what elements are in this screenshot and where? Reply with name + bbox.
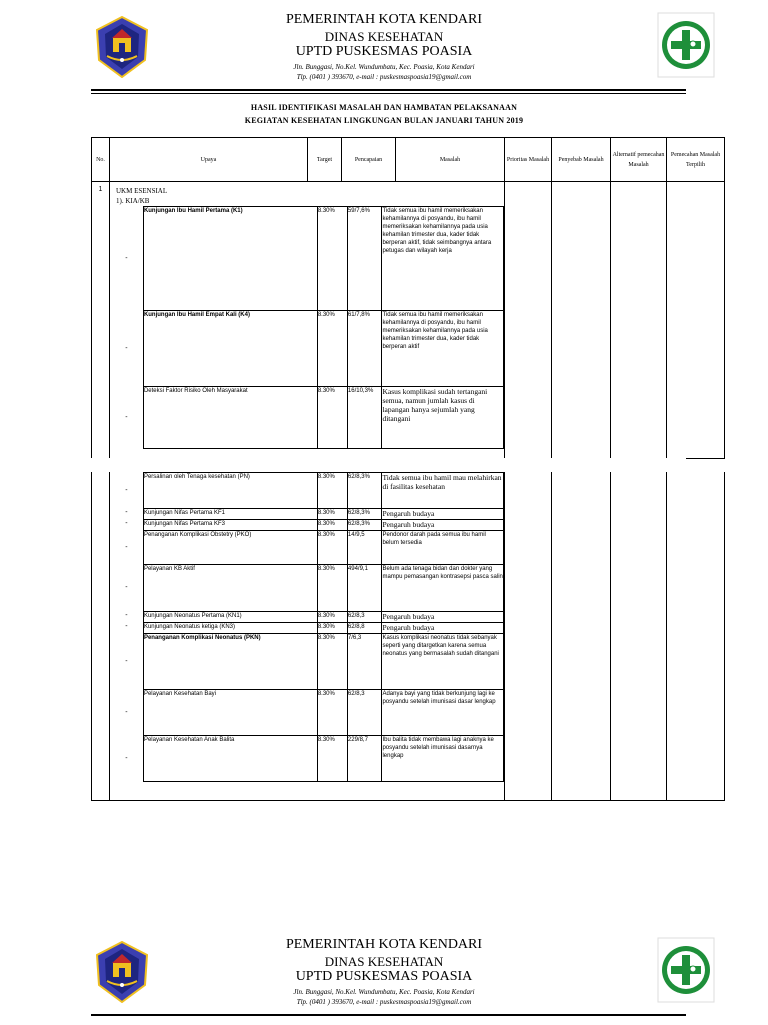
row-bullet: - xyxy=(125,519,128,527)
col-header-pencapaian: Pencapaian xyxy=(342,138,396,182)
col-header-prioritas: Prioritas Masalah xyxy=(505,138,552,182)
letterhead-top xyxy=(0,0,768,100)
page-break-gap xyxy=(91,458,686,472)
address-line: Jln. Bunggasi, No.Kel. Wundumbatu, Kec. Poasia, Kota Kendari xyxy=(293,63,475,71)
section-subname: 1). KIA/KB xyxy=(116,197,150,205)
upaya-row xyxy=(110,473,504,509)
upaya-cell: Kunjungan Ibu Hamil Pertama (K1) xyxy=(143,207,317,311)
upaya-row xyxy=(110,736,504,782)
target-cell: 8.30% xyxy=(317,690,347,736)
masalah-cell: Pendonor darah pada semua ibu hamil belum tersedia xyxy=(382,531,504,565)
inner-table-part1 xyxy=(110,206,504,449)
masalah-cell: Belum ada tenaga bidan dan dokter yang mampu pemasangan kontrasepsi pasca salin xyxy=(382,565,504,612)
col-header-penyebab: Penyebab Masalah xyxy=(552,138,611,182)
masalah-cell: Kasus komplikasi sudah tertangani semua, namun jumlah kasus di lapangan hanya sejumlah yang ditangani xyxy=(382,387,504,449)
letterhead-bottom xyxy=(0,925,768,1025)
pencapaian-cell: 62/8,8 xyxy=(347,623,382,634)
upaya-row xyxy=(110,311,504,387)
row-bullet: - xyxy=(125,344,128,352)
col-header-no: No. xyxy=(92,138,110,182)
upaya-row xyxy=(110,623,504,634)
department-name: DINAS KESEHATAN xyxy=(324,954,444,969)
target-cell: 8.30% xyxy=(317,612,347,623)
masalah-cell: Pengaruh budaya xyxy=(382,623,504,634)
row-bullet: - xyxy=(125,754,128,762)
target-cell: 8.30% xyxy=(317,736,347,782)
pencapaian-cell: 62/8,3 xyxy=(347,690,382,736)
row-bullet: - xyxy=(125,486,128,494)
upaya-cell: Deteksi Faktor Risiko Oleh Masyarakat xyxy=(143,387,317,449)
government-name: PEMERINTAH KOTA KENDARI xyxy=(285,12,483,27)
upaya-row xyxy=(110,531,504,565)
letterhead-rule-thick xyxy=(91,1014,686,1016)
unit-name: UPTD PUSKESMAS POASIA xyxy=(295,44,473,59)
upaya-row xyxy=(110,520,504,531)
target-cell: 8.30% xyxy=(317,387,347,449)
masalah-cell: Pengaruh budaya xyxy=(382,612,504,623)
upaya-cell: Kunjungan Neonatus ketiga (KN3) xyxy=(143,623,317,634)
target-cell: 8.30% xyxy=(317,531,347,565)
row-bullet: - xyxy=(125,708,128,716)
government-name: PEMERINTAH KOTA KENDARI xyxy=(285,937,483,952)
upaya-row xyxy=(110,565,504,612)
masalah-cell: Tidak semua ibu hamil mau melahirkan di fasilitas kesehatan xyxy=(382,473,504,509)
masalah-cell: Tidak semua ibu hamil memeriksakan kehamilannya di posyandu, ibu hamil memeriksakan kehamilannya pada usia kehamilan trimester dua, kader tidak berperan aktif, tidak seimbangnya antara petugas dan wilayah kerja xyxy=(382,207,504,311)
letterhead-rule-thick xyxy=(91,89,686,91)
pencapaian-cell: 7/6,3 xyxy=(347,634,382,690)
target-cell: 8.30% xyxy=(317,207,347,311)
target-cell: 8.30% xyxy=(317,565,347,612)
upaya-cell: Pelayanan KB Aktif xyxy=(143,565,317,612)
problem-table-part2 xyxy=(91,472,725,801)
upaya-row xyxy=(110,690,504,736)
pencapaian-cell: 229/8,7 xyxy=(347,736,382,782)
pencapaian-cell: 16/10,3% xyxy=(347,387,382,449)
pencapaian-cell: 62/8,3% xyxy=(347,520,382,531)
pencapaian-cell: 59/7,6% xyxy=(347,207,382,311)
alternatif-cell-cont xyxy=(611,472,667,800)
inner-table-part2 xyxy=(110,472,504,782)
upaya-cell: Kunjungan Neonatus Pertama (KN1) xyxy=(143,612,317,623)
upaya-cell: Penanganan Komplikasi Neonatus (PKN) xyxy=(143,634,317,690)
document-title-line1: HASIL IDENTIFIKASI MASALAH DAN HAMBATAN PELAKSANAAN xyxy=(250,103,518,112)
target-cell: 8.30% xyxy=(317,520,347,531)
contact-line: Tlp. (0401 ) 393670, e-mail : puskesmaspoasia19@gmail.com xyxy=(296,73,472,81)
row-bullet: - xyxy=(125,584,128,591)
penyebab-cell xyxy=(552,182,611,459)
upaya-cell: Kunjungan Ibu Hamil Empat Kali (K4) xyxy=(143,311,317,387)
table-body-row xyxy=(92,182,725,459)
row-bullet: - xyxy=(125,413,128,421)
target-cell: 8.30% xyxy=(317,509,347,520)
row-bullet: - xyxy=(125,622,128,630)
row-bullet: - xyxy=(125,543,128,551)
masalah-cell: Kasus komplikasi neonatus tidak sebanyak seperti yang ditargetkan karena semua neonatus yang bermasalah sudah ditangani xyxy=(382,634,504,690)
target-cell: 8.30% xyxy=(317,473,347,509)
upaya-cell: Pelayanan Kesehatan Anak Balita xyxy=(143,736,317,782)
penyebab-cell-cont xyxy=(552,472,611,800)
pencapaian-cell: 62/8,3 xyxy=(347,612,382,623)
pencapaian-cell: 494/9,1 xyxy=(347,565,382,612)
section-cell-cont xyxy=(110,472,505,800)
upaya-row xyxy=(110,634,504,690)
letterhead-rule-thin xyxy=(91,93,686,94)
target-cell: 8.30% xyxy=(317,634,347,690)
masalah-cell: Ibu balita tidak membawa lagi anaknya ke posyandu setelah imunisasi dasarnya lengkap xyxy=(382,736,504,782)
puskesmas-emblem-icon xyxy=(657,12,715,78)
upaya-cell: Pelayanan Kesehatan Bayi xyxy=(143,690,317,736)
col-header-pemecahan: Pemecahan Masalah Terpilih xyxy=(667,138,725,182)
col-header-masalah: Masalah xyxy=(396,138,505,182)
row-bullet: - xyxy=(125,254,128,262)
masalah-cell: Pengaruh budaya xyxy=(382,509,504,520)
upaya-cell: Kunjungan Nifas Pertama KF3 xyxy=(143,520,317,531)
upaya-cell: Persalinan oleh Tenaga kesehatan (PN) xyxy=(143,473,317,509)
problem-table-part1 xyxy=(91,137,725,459)
table-header-row xyxy=(92,138,725,182)
upaya-row xyxy=(110,207,504,311)
prioritas-cell xyxy=(505,182,552,459)
alternatif-cell xyxy=(611,182,667,459)
section-cell xyxy=(110,182,505,459)
pencapaian-cell: 61/7,8% xyxy=(347,311,382,387)
masalah-cell: Tidak semua ibu hamil memeriksakan kehamilannya di posyandu, ibu hamil memeriksakan kehamilannya pada usia kehamilan trimester dua, kader tidak berperan aktif xyxy=(382,311,504,387)
masalah-cell: Adanya bayi yang tidak berkunjung lagi ke posyandu setelah imunisasi dasar lengkap xyxy=(382,690,504,736)
upaya-row xyxy=(110,509,504,520)
col-header-upaya: Upaya xyxy=(110,138,308,182)
upaya-row xyxy=(110,612,504,623)
pencapaian-cell: 62/8,3% xyxy=(347,473,382,509)
pemecahan-cell xyxy=(667,182,725,459)
masalah-cell: Pengaruh budaya xyxy=(382,520,504,531)
pemecahan-cell-cont xyxy=(667,472,725,800)
upaya-row xyxy=(110,387,504,449)
pencapaian-cell: 14/9,5 xyxy=(347,531,382,565)
section-name: UKM ESENSIAL xyxy=(116,187,168,195)
row-bullet: - xyxy=(125,657,128,665)
table-body-row-2 xyxy=(92,472,725,800)
pencapaian-cell: 62/8,3% xyxy=(347,509,382,520)
col-header-target: Target xyxy=(308,138,342,182)
row-bullet: - xyxy=(125,508,128,516)
puskesmas-emblem-icon xyxy=(657,937,715,1003)
target-cell: 8.30% xyxy=(317,623,347,634)
col-header-alternatif: Alternatif pemecahan Masalah xyxy=(611,138,667,182)
upaya-cell: Kunjungan Nifas Pertama KF1 xyxy=(143,509,317,520)
contact-line: Tlp. (0401 ) 393670, e-mail : puskesmaspoasia19@gmail.com xyxy=(296,998,472,1006)
address-line: Jln. Bunggasi, No.Kel. Wundumbatu, Kec. Poasia, Kota Kendari xyxy=(293,988,475,996)
row-number: 1 xyxy=(92,182,110,459)
row-number-cont xyxy=(92,472,110,800)
target-cell: 8.30% xyxy=(317,311,347,387)
prioritas-cell-cont xyxy=(505,472,552,800)
unit-name: UPTD PUSKESMAS POASIA xyxy=(295,969,473,984)
department-name: DINAS KESEHATAN xyxy=(324,29,444,44)
upaya-cell: Penanganan Komplikasi Obstetry (PKO) xyxy=(143,531,317,565)
row-bullet: - xyxy=(125,611,128,619)
document-title-line2: KEGIATAN KESEHATAN LINGKUNGAN BULAN JANUARI TAHUN 2019 xyxy=(244,116,524,125)
